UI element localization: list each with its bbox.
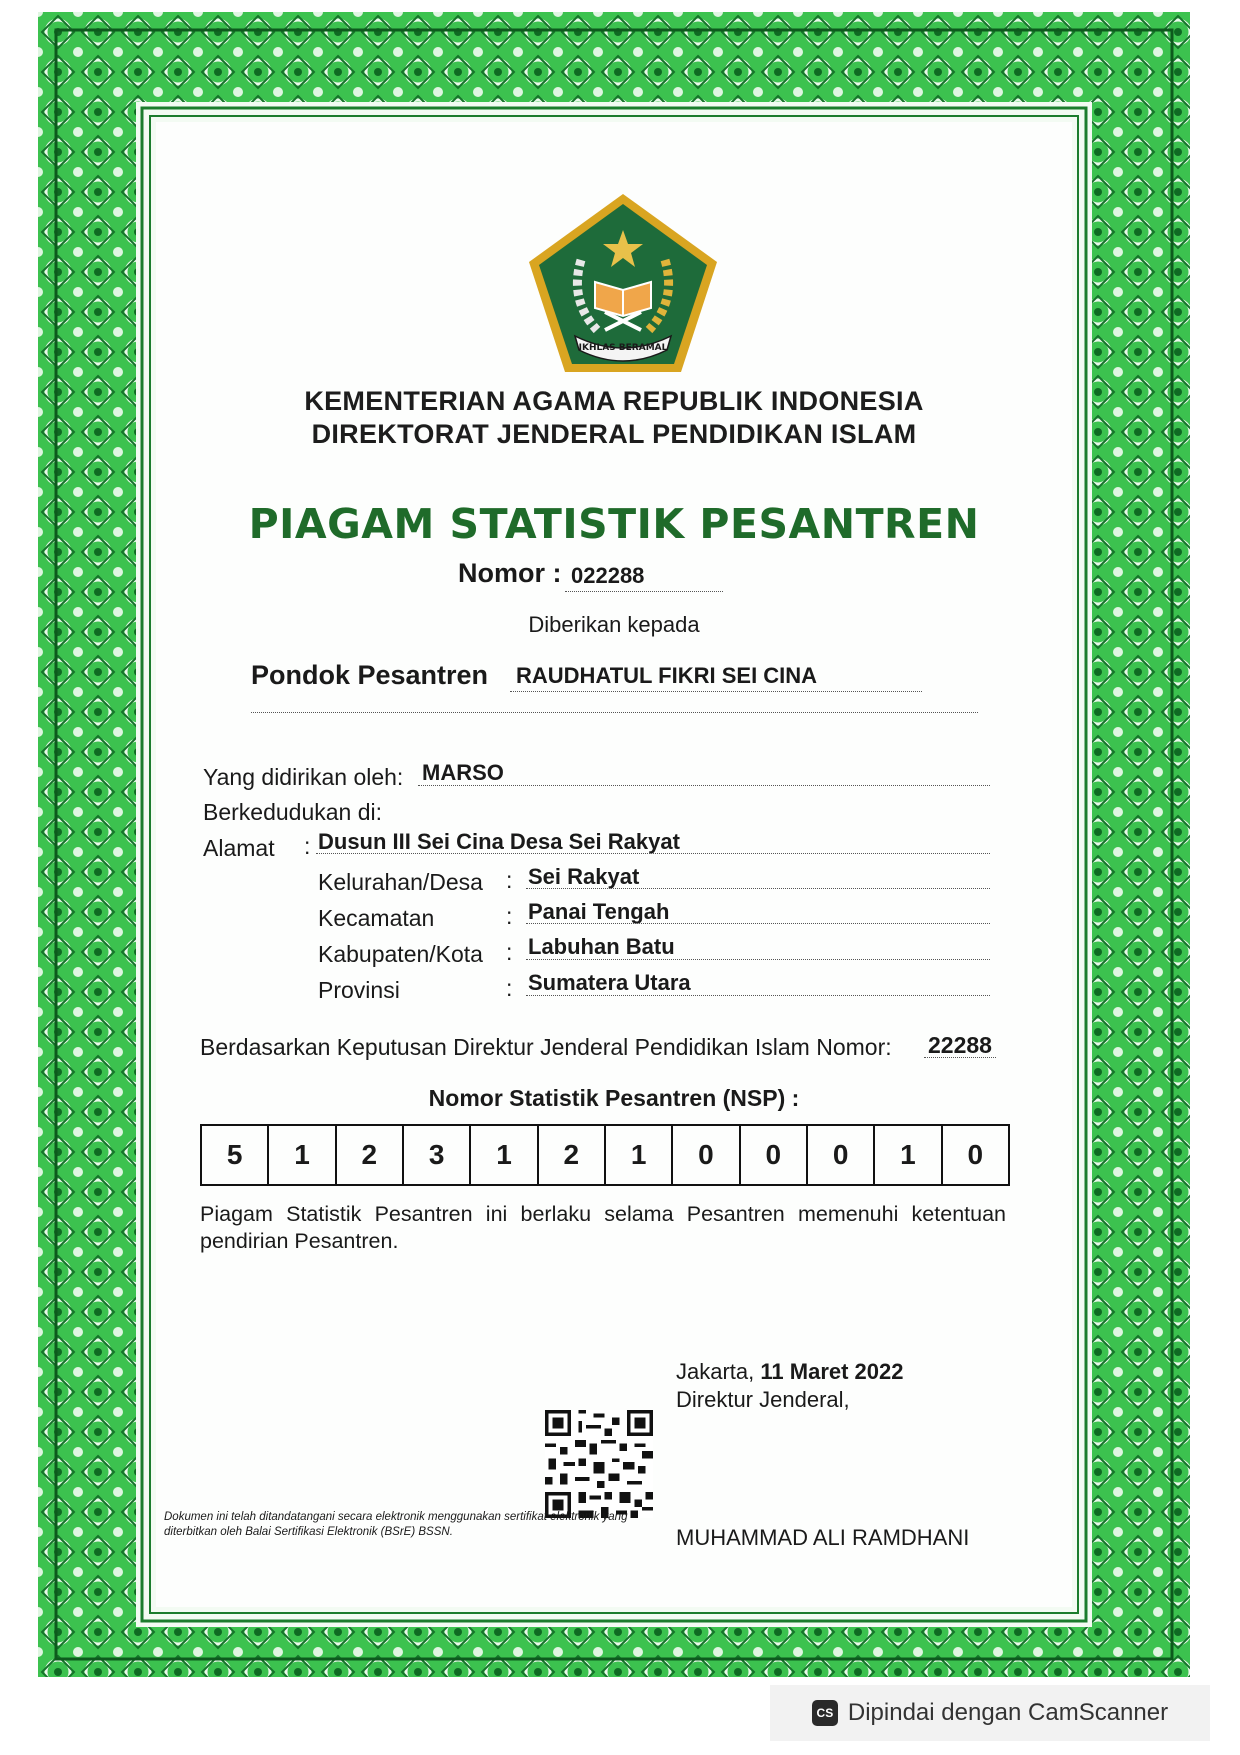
nsp-digit: 0	[671, 1126, 738, 1184]
certificate-sheet	[38, 12, 1190, 1677]
nsp-digit: 0	[739, 1126, 806, 1184]
nsp-digit: 0	[941, 1126, 1008, 1184]
nsp-digit: 1	[267, 1126, 334, 1184]
directorate-name: DIREKTORAT JENDERAL PENDIDIKAN ISLAM	[311, 419, 917, 449]
village-dotline	[526, 888, 990, 889]
province-value: Sumatera Utara	[528, 970, 691, 995]
ministry-emblem-icon	[523, 190, 723, 380]
qr-code-icon	[545, 1410, 653, 1518]
province-dotline	[526, 995, 990, 996]
decree-dotline	[924, 1057, 996, 1058]
nsp-digit: 5	[226, 1139, 243, 1170]
province-label: Provinsi	[318, 977, 400, 1003]
district-dotline	[526, 923, 990, 924]
camscanner-logo-icon: CS	[812, 1700, 838, 1726]
electronic-signature-disclaimer: Dokumen ini telah ditandatangani secara elektronik menggunakan sertifikat elektronik yang diterbitkan oleh Balai Sertifikasi Elektronik (BSrE) BSSN.	[164, 1511, 628, 1538]
nsp-digit: 0	[806, 1126, 873, 1184]
address-label: Alamat	[203, 835, 275, 861]
decree-text: Berdasarkan Keputusan Direktur Jenderal Pendidikan Islam Nomor:	[200, 1034, 892, 1060]
village-colon: :	[506, 867, 513, 893]
validity-statement: Piagam Statistik Pesantren ini berlaku selama Pesantren memenuhi ketentuan pendirian Pesantren.	[200, 1202, 1006, 1253]
pondok-name-value: RAUDHATUL FIKRI SEI CINA	[510, 663, 922, 692]
signature-place: Jakarta,	[676, 1359, 755, 1384]
province-colon: :	[506, 975, 513, 1001]
nsp-digit: 1	[604, 1126, 671, 1184]
pondok-name-continuation-line	[251, 712, 978, 713]
signature-place-date	[676, 1359, 904, 1385]
address-value: Dusun III Sei Cina Desa Sei Rakyat	[318, 829, 680, 854]
certificate-number-label: Nomor :	[458, 558, 562, 588]
nsp-digit: 1	[873, 1126, 940, 1184]
founder-label: Yang didirikan oleh:	[203, 764, 404, 790]
camscanner-watermark	[770, 1685, 1210, 1741]
village-label: Kelurahan/Desa	[318, 869, 483, 895]
founder-dotline	[418, 785, 990, 786]
founder-value: MARSO	[422, 760, 504, 785]
nsp-digit: 2	[335, 1126, 402, 1184]
given-to-label: Diberikan kepada	[528, 612, 700, 637]
nsp-digit: 3	[402, 1126, 469, 1184]
address-colon: :	[304, 833, 311, 859]
decree-number: 22288	[928, 1032, 992, 1058]
district-value: Panai Tengah	[528, 899, 670, 924]
regency-label: Kabupaten/Kota	[318, 941, 483, 967]
signature-date: 11 Maret 2022	[760, 1359, 904, 1384]
domicile-label: Berkedudukan di:	[203, 799, 383, 825]
regency-colon: :	[506, 939, 513, 965]
signature-position: Direktur Jenderal,	[676, 1387, 850, 1412]
svg-text:IKHLAS BERAMAL: IKHLAS BERAMAL	[578, 343, 668, 353]
certificate-title: PIAGAM STATISTIK PESANTREN	[248, 500, 980, 548]
district-colon: :	[506, 903, 513, 929]
ministry-name: KEMENTERIAN AGAMA REPUBLIK INDONESIA	[304, 386, 924, 416]
certificate-number-value: 022288	[565, 563, 723, 592]
district-label: Kecamatan	[318, 905, 435, 931]
nsp-digit: 1	[469, 1126, 536, 1184]
village-value: Sei Rakyat	[528, 864, 640, 889]
address-dotline	[316, 853, 990, 854]
regency-dotline	[526, 959, 990, 960]
regency-value: Labuhan Batu	[528, 934, 675, 959]
nsp-digit-boxes	[200, 1124, 1010, 1186]
pondok-label: Pondok Pesantren	[251, 660, 489, 690]
camscanner-text: Dipindai dengan CamScanner	[847, 1699, 1169, 1726]
nsp-label: Nomor Statistik Pesantren (NSP) :	[428, 1085, 800, 1111]
nsp-digit: 2	[537, 1126, 604, 1184]
signatory-name: MUHAMMAD ALI RAMDHANI	[676, 1525, 970, 1550]
